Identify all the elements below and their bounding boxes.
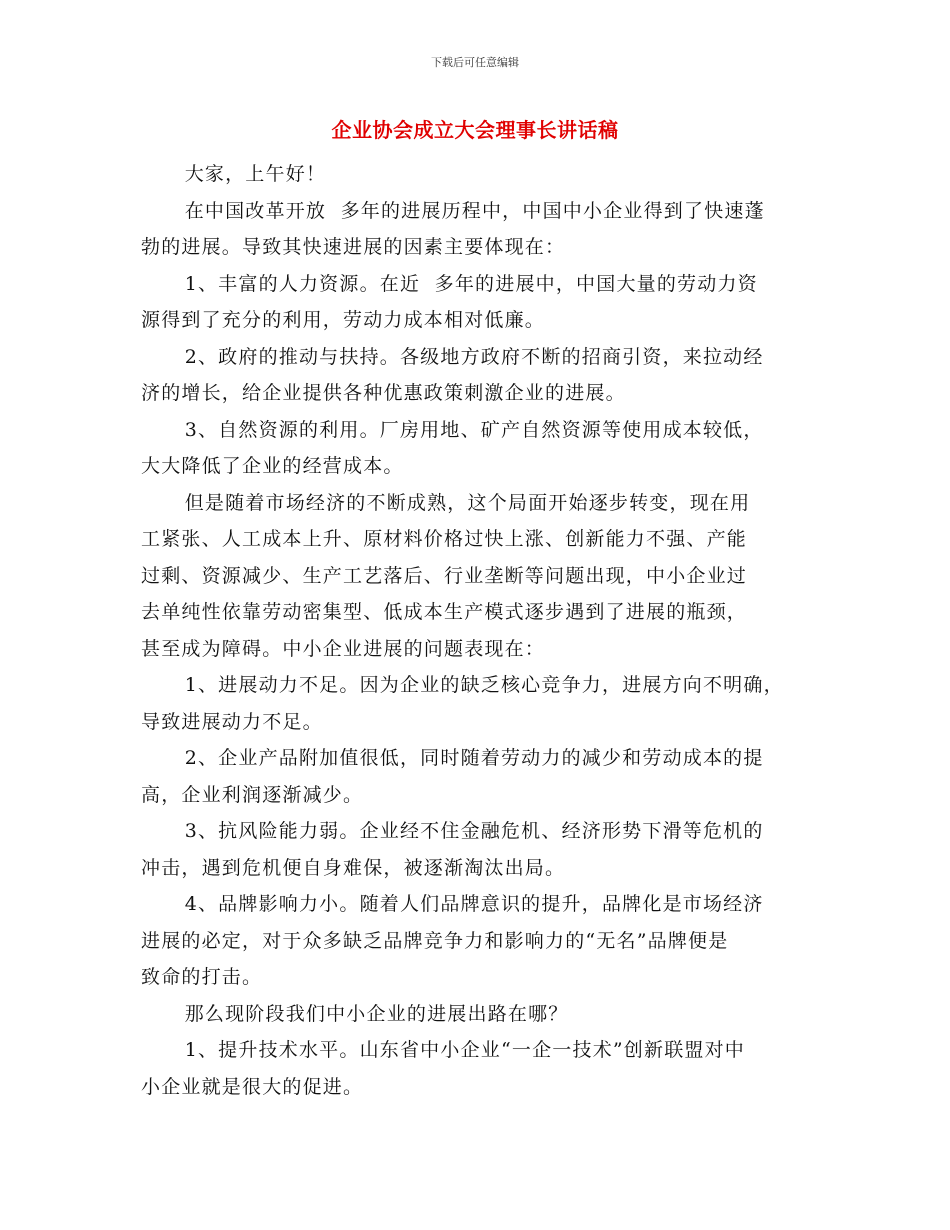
paragraph — [141, 339, 826, 412]
paragraph-line: 4、品牌影响力小。随着人们品牌意识的提升，品牌化是市场经济 — [184, 893, 764, 915]
document-body — [141, 156, 826, 1105]
paragraph-line: 2、政府的推动与扶持。各级地方政府不断的招商引资，来拉动经 — [184, 345, 764, 368]
paragraph-line: 3、抗风险能力弱。企业经不住金融危机、经济形势下滑等危机的 — [184, 820, 764, 842]
paragraph-line: 冲击，遇到危机便自身难保，被逐渐淘汰出局。 — [141, 856, 566, 879]
paragraph-line: 大家，上午好！ — [184, 163, 327, 185]
paragraph — [141, 156, 826, 193]
paragraph — [141, 886, 826, 996]
paragraph-line: 勃的进展。导致其快速进展的因素主要体现在： — [141, 236, 566, 258]
paragraph-line: 1、进展动力不足。因为企业的缺乏核心竞争力，进展方向不明确， — [184, 674, 784, 696]
paragraph-line: 3、自然资源的利用。厂房用地、矿产自然资源等使用成本较低， — [184, 418, 764, 441]
paragraph — [141, 412, 826, 485]
paragraph-line: 去单纯性依靠劳动密集型、低成本生产模式逐步遇到了进展的瓶颈， — [141, 601, 748, 623]
paragraph-line: 进展的必定，对于众多缺乏品牌竞争力和影响力的“无名”品牌便是 — [141, 929, 729, 952]
paragraph-line: 但是随着市场经济的不断成熟，这个局面开始逐步转变，现在用 — [184, 491, 751, 514]
paragraph — [141, 740, 826, 813]
paragraph-line: 高，企业利润逐渐减少。 — [141, 783, 364, 806]
paragraph-line: 2、企业产品附加值很低，同时随着劳动力的减少和劳动成本的提 — [184, 747, 764, 769]
paragraph-line: 小企业就是很大的促进。 — [141, 1075, 364, 1098]
paragraph — [141, 813, 826, 886]
paragraph-line: 工紧张、人工成本上升、原材料价格过快上涨、创新能力不强、产能 — [141, 528, 748, 550]
paragraph — [141, 266, 826, 339]
paragraph-line: 过剩、资源减少、生产工艺落后、行业垄断等问题出现，中小企业过 — [141, 564, 748, 587]
paragraph — [141, 193, 826, 266]
paragraph-line: 大大降低了企业的经营成本。 — [141, 455, 404, 477]
paragraph-line: 那么现阶段我们中小企业的进展出路在哪？ — [184, 1002, 569, 1025]
paragraph-line: 济的增长，给企业提供各种优惠政策刺激企业的进展。 — [141, 382, 626, 404]
paragraph-line: 1、提升技术水平。山东省中小企业“一企一技术”创新联盟对中 — [184, 1039, 746, 1061]
paragraph-line: 导致进展动力不足。 — [141, 710, 323, 733]
paragraph-line: 源得到了充分的利用，劳动力成本相对低廉。 — [141, 309, 546, 331]
paragraph — [141, 1032, 826, 1105]
paragraph — [141, 667, 826, 740]
paragraph-line: 致命的打击。 — [141, 966, 263, 988]
paragraph — [141, 996, 826, 1033]
paragraph — [141, 485, 826, 668]
paragraph-line: 在中国改革开放 多年的进展历程中，中国中小企业得到了快速蓬 — [184, 199, 765, 222]
document-title: 企业协会成立大会理事长讲话稿 — [331, 118, 619, 142]
paragraph-line: 1、丰富的人力资源。在近 多年的进展中，中国大量的劳动力资 — [184, 272, 758, 295]
paragraph-line: 甚至成为障碍。中小企业进展的问题表现在： — [141, 637, 546, 660]
header-note: 下载后可任意编辑 — [431, 56, 519, 69]
